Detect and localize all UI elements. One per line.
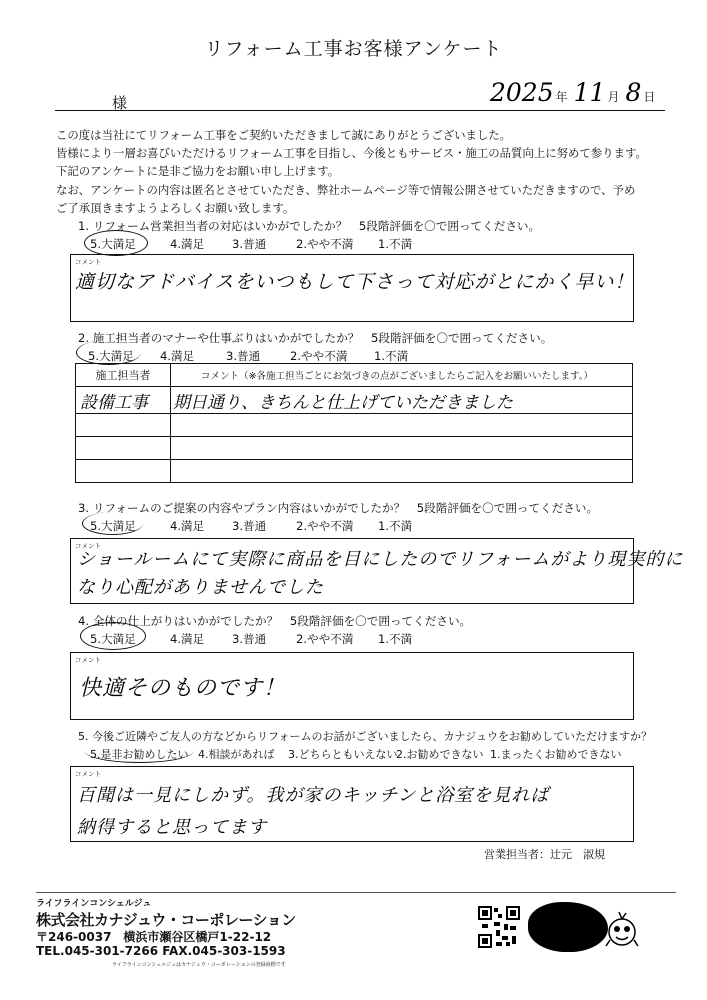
q1-option-2[interactable]: 2.やや不満 [296, 237, 354, 251]
footer-divider [36, 892, 676, 893]
q5-option-5[interactable]: 5.是非お勧めしたい [90, 748, 189, 761]
q3-comment-box [70, 538, 684, 604]
q1-answer: 適切なアドバイスをいつもして下さって対応がとにかく早い！ [75, 271, 635, 293]
staff-comment-header: コメント（※各施工担当ごとにお気づきの点がございましたらご記入をお願いいたします。） [171, 364, 633, 387]
q3-option-2[interactable]: 2.やや不満 [296, 519, 354, 533]
redaction-blob [528, 902, 608, 952]
q1-selection-circle [84, 230, 148, 256]
q3-answer-line1: ショールームにて実際に商品を目にしたのでリフォームがより現実的に [77, 549, 684, 570]
q4-option-5[interactable]: 5.大満足 [90, 632, 136, 646]
intro-line: 下記のアンケートに是非ご協力をお願い申し上げます。 [56, 164, 340, 179]
q3-question: 3. リフォームのご提案の内容やプラン内容はいかがでしたか？ 5段階評価を〇で囲ってください。 [78, 501, 599, 515]
q4-question: 4. 全体の仕上がりはいかがでしたか？ 5段階評価を〇で囲ってください。 [78, 614, 472, 628]
q5-option-4[interactable]: 4.相談があれば [198, 748, 275, 761]
intro-text [56, 126, 656, 217]
q1-option-5[interactable]: 5.大満足 [90, 237, 136, 251]
staff-comment [171, 460, 633, 483]
company-fine-print: ライフラインコンシェルジュはカナジュウ・コーポレーションの登録商標です [112, 962, 286, 968]
year-unit: 年 [555, 90, 568, 104]
month-unit: 月 [607, 90, 620, 104]
q4-comment-box [70, 652, 634, 720]
intro-line: この度は当社にてリフォーム工事をご契約いただきまして誠にありがとうございました。 [56, 128, 512, 142]
q4-option-2[interactable]: 2.やや不満 [296, 632, 354, 646]
q4-answer: 快適そのものです！ [79, 676, 287, 701]
q5-answer-line1: 百聞は一見にしかず。我が家のキッチンと浴室を見れば [77, 785, 550, 806]
q2-option-4[interactable]: 4.満足 [160, 349, 195, 363]
q5-question: 5. 今後ご近隣やご友人の方などからリフォームのお話がございましたら、カナジュウをお勧めしていただけますか？ [78, 730, 652, 743]
staff-header: 施工担当者 [76, 364, 171, 387]
comment-label: コメント [75, 770, 101, 778]
intro-line: 皆様により一層お喜びいただけるリフォーム工事を目指し、今後ともサービス・施工の品質向上に努めて参ります。 [56, 146, 647, 161]
staff-name [76, 414, 171, 437]
q1-question: 1. リフォーム営業担当者の対応はいかがでしたか？ 5段階評価を〇で囲ってください。 [78, 219, 541, 233]
staff-comment: 期日通り、きちんと仕上げていただきました [171, 387, 633, 414]
q4-option-4[interactable]: 4.満足 [170, 632, 205, 646]
date-year: 2025 [490, 78, 554, 107]
staff-comment [171, 437, 633, 460]
q5-option-1[interactable]: 1.まったくお勧めできない [490, 748, 622, 761]
date-day: 8 [625, 78, 642, 107]
mascot-icon [604, 910, 640, 950]
q1-option-4[interactable]: 4.満足 [170, 237, 205, 251]
staff-comment [171, 414, 633, 437]
company-phone: TEL.045-301-7266 FAX.045-303-1593 [36, 944, 286, 958]
q2-question: 2. 施工担当者のマナーや仕事ぶりはいかがでしたか？ 5段階評価を〇で囲ってください。 [78, 331, 553, 345]
q3-answer-line2: なり心配がありませんでした [77, 577, 324, 598]
q2-option-2[interactable]: 2.やや不満 [290, 349, 348, 363]
q3-option-4[interactable]: 4.満足 [170, 519, 205, 533]
q4-option-3[interactable]: 3.普通 [232, 632, 267, 646]
q1-comment-box [70, 254, 634, 322]
staff-name [76, 437, 171, 460]
q3-selection-mark [82, 512, 143, 535]
comment-label: コメント [75, 542, 101, 550]
q4-selection-circle [80, 622, 146, 650]
company-address: 〒246-0037 横浜市瀬谷区橋戸1-22-12 [36, 930, 272, 944]
company-brand: ライフラインコンシェルジュ [36, 899, 152, 909]
q5-option-3[interactable]: 3.どちらともいえない [288, 748, 398, 761]
q2-option-3[interactable]: 3.普通 [226, 349, 261, 363]
company-name: 株式会社カナジュウ・コーポレーション [36, 911, 296, 929]
q5-answer-line2: 納得すると思ってます [77, 817, 267, 838]
comment-label: コメント [75, 258, 101, 266]
q2-staff-table [75, 363, 633, 483]
staff-name [76, 460, 171, 483]
customer-honorific: 様 [112, 94, 128, 112]
intro-line: ご了承頂きますようよろしくお願い致します。 [56, 200, 295, 215]
q2-selection-mark [76, 340, 141, 365]
q2-option-5[interactable]: 5.大満足 [88, 349, 134, 363]
q5-selection-mark [84, 738, 194, 763]
customer-name-line [55, 110, 665, 111]
comment-label: コメント [75, 656, 101, 664]
q2-option-1[interactable]: 1.不満 [374, 349, 409, 363]
q4-option-1[interactable]: 1.不満 [378, 632, 413, 646]
day-unit: 日 [643, 90, 656, 104]
q1-option-3[interactable]: 3.普通 [232, 237, 267, 251]
q5-comment-box [70, 766, 634, 842]
q3-option-3[interactable]: 3.普通 [232, 519, 267, 533]
date-month: 11 [573, 78, 606, 107]
q3-option-1[interactable]: 1.不満 [378, 519, 413, 533]
qr-code-icon [478, 906, 520, 948]
staff-name: 設備工事 [76, 387, 171, 414]
survey-title: リフォーム工事お客様アンケート [204, 38, 503, 60]
survey-date [490, 78, 661, 107]
sales-rep: 営業担当者：辻元 淑規 [484, 848, 605, 861]
q5-option-2[interactable]: 2.お勧めできない [396, 748, 484, 761]
q1-option-1[interactable]: 1.不満 [378, 237, 413, 251]
intro-line: なお、アンケートの内容は匿名とさせていただき、弊社ホームページ等で情報公開させていただきますので、予め [56, 182, 636, 197]
q3-option-5[interactable]: 5.大満足 [90, 519, 136, 533]
